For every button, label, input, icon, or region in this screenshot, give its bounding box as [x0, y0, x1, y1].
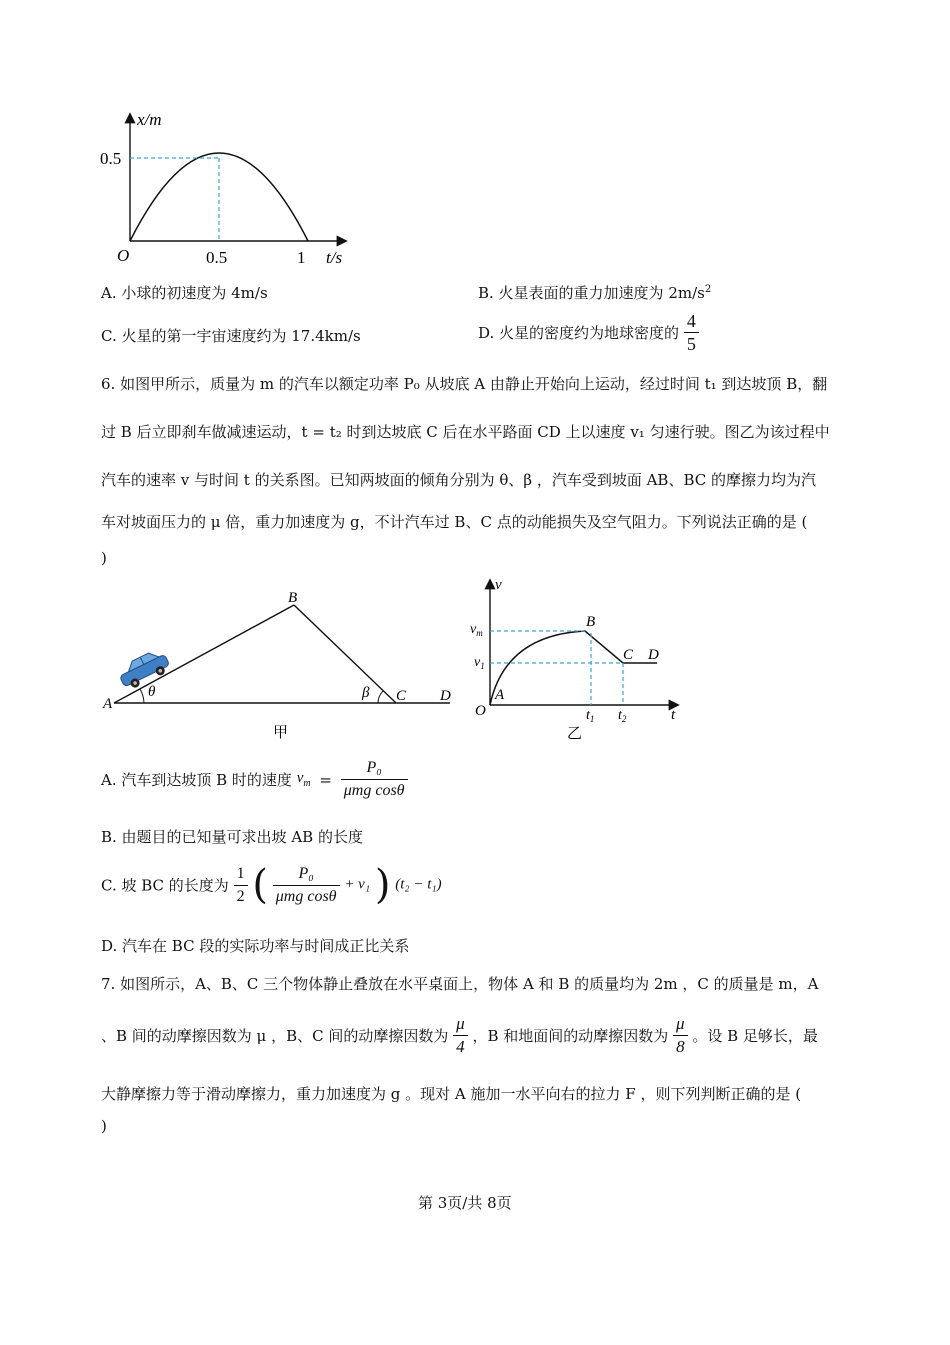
q5-option-b-text: B. 火星表面的重力加速度为 2m/s: [478, 284, 705, 302]
q5-option-d-text: D. 火星的密度约为地球密度的: [478, 324, 680, 342]
label-a: A: [103, 696, 113, 712]
theta-arc: [140, 689, 144, 703]
figure-jia-slope: [100, 585, 460, 745]
t-axis-label: t: [671, 707, 676, 723]
q6-option-c-inner-num: P₀: [273, 863, 340, 886]
q6-option-c-text: C. 坡 BC 的长度为: [101, 876, 229, 895]
q6-line-2: 过 B 后立即刹车做减速运动，t = t₂ 时到达坡底 C 后在水平路面 CD 上以速度 v₁ 匀速行驶。图乙为该过程中: [101, 423, 830, 441]
q6-option-c-time: (t₂ − t₁): [395, 876, 442, 893]
car-icon: [116, 647, 172, 692]
label-b-point: B: [586, 614, 596, 630]
q5-option-a: A. 小球的初速度为 4m/s: [101, 284, 268, 302]
q6-option-c-half: [234, 863, 248, 908]
q5-option-d-den: 5: [686, 334, 696, 354]
caption-yi: 乙: [567, 726, 583, 742]
q7-frac2-num: μ: [673, 1013, 688, 1036]
label-d: D: [440, 688, 451, 704]
q7-line-2: [101, 1013, 818, 1058]
q5-option-c: C. 火星的第一宇宙速度约为 17.4km/s: [101, 327, 361, 345]
q7-line-2-a: 、B 间的动摩擦因数为 μ ，B、C 间的动摩擦因数为: [101, 1027, 449, 1045]
q6-option-b: B. 由题目的已知量可求出坡 AB 的长度: [101, 828, 363, 846]
q6-line-4: 车对坡面压力的 μ 倍，重力加速度为 g，不计汽车过 B、C 点的动能损失及空气阻力。下列说法正确的是 (: [101, 513, 808, 531]
y-axis-label: x/m: [137, 110, 162, 129]
q7-line-1: 7. 如图所示，A、B、C 三个物体静止叠放在水平桌面上，物体 A 和 B 的质量均为 2m ，C 的质量是 m，A: [101, 975, 819, 993]
label-a-point: A: [495, 687, 505, 703]
q6-option-a-eq: =: [319, 770, 332, 789]
label-c-point: C: [623, 647, 634, 663]
caption-jia: 甲: [273, 725, 289, 741]
label-v1: $v_1$: [474, 655, 485, 671]
label-b: B: [288, 590, 298, 606]
q5-option-b-sup: 2: [704, 284, 712, 295]
label-t2: $t_2$: [618, 708, 627, 724]
q6-option-c-inner-fraction: [273, 863, 340, 908]
q6-option-a-lhs: $v_m$: [296, 770, 311, 789]
label-theta: θ: [148, 684, 156, 700]
slope-ab: [114, 605, 294, 703]
q7-line-2-c: 。设 B 足够长，最: [692, 1027, 818, 1045]
q6-option-c-half-den: 2: [236, 887, 245, 905]
q6-option-c-inner-den: μmg cosθ: [275, 887, 337, 905]
q5-option-b: [478, 282, 711, 303]
q6-option-c: [101, 862, 442, 908]
x-tick-label-2: 1: [297, 248, 306, 267]
beta-arc: [378, 691, 383, 703]
q7-line-4: ): [101, 1117, 107, 1135]
label-d-point: D: [648, 647, 659, 663]
q6-option-a-text: A. 汽车到达坡顶 B 时的速度: [101, 771, 292, 789]
q6-option-a: [101, 757, 408, 802]
q7-frac1-num: μ: [453, 1013, 468, 1036]
x-tick-label-1: 0.5: [206, 248, 228, 267]
x-axis-label: t/s: [326, 248, 343, 267]
label-vm: $v_m$: [470, 622, 483, 638]
q7-fraction-mu-8: [673, 1013, 688, 1058]
origin-o: O: [475, 703, 486, 719]
origin-label: O: [117, 246, 130, 265]
slope-bc: [294, 605, 396, 703]
q6-option-d: D. 汽车在 BC 段的实际功率与时间成正比关系: [101, 937, 410, 955]
q6-line-5: ): [101, 549, 107, 567]
q7-line-2-b: ，B 和地面间的动摩擦因数为: [472, 1027, 669, 1045]
q6-option-a-den: μmg cosθ: [343, 782, 405, 799]
q6-line-1: 6. 如图甲所示，质量为 m 的汽车以额定功率 P₀ 从坡底 A 由静止开始向上运动，经过时间 t₁ 到达坡顶 B，翻: [101, 375, 828, 393]
q7-frac2-den: 8: [676, 1037, 685, 1056]
y-tick-label: 0.5: [100, 149, 122, 168]
page-footer: 第 3页/共 8页: [418, 1194, 512, 1212]
v-axis-label: v: [495, 577, 502, 593]
label-t1: $t_1$: [586, 708, 595, 724]
q5-option-d-fraction: [684, 310, 699, 355]
q6-line-3: 汽车的速率 v 与时间 t 的关系图。已知两坡面的倾角分别为 θ、β ，汽车受到坡面 AB、BC 的摩擦力均为汽: [101, 471, 816, 489]
q6-option-c-plus: + v₁: [344, 876, 371, 893]
x-t-graph: [95, 105, 365, 275]
v-curve: [490, 631, 657, 705]
q7-line-3: 大静摩擦力等于滑动摩擦力，重力加速度为 g 。现对 A 施加一水平向右的拉力 F ，则下列判断正确的是 (: [101, 1085, 802, 1103]
q6-option-a-num: P₀: [341, 757, 408, 780]
label-beta: β: [362, 685, 370, 701]
q5-option-d-num: 4: [684, 310, 699, 333]
figure-yi-vt-graph: [465, 575, 695, 750]
q6-option-c-left-paren: (: [252, 862, 268, 908]
q6-option-c-half-num: 1: [234, 863, 248, 886]
q6-option-c-right-paren: ): [374, 862, 391, 908]
q7-fraction-mu-4: [453, 1013, 468, 1058]
q7-frac1-den: 4: [456, 1037, 465, 1056]
label-c: C: [396, 688, 407, 704]
q5-option-d: [478, 310, 699, 355]
q6-option-a-fraction: [341, 757, 408, 802]
